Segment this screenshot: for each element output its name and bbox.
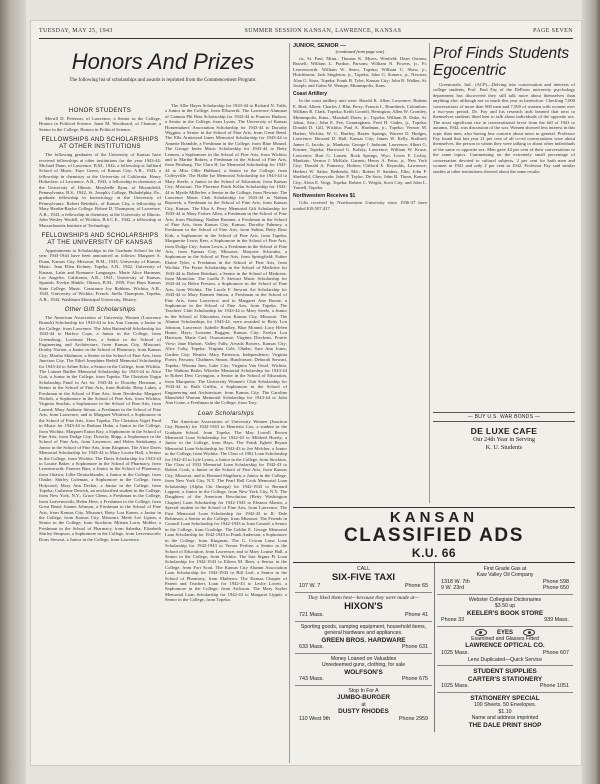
newspaper-page <box>30 20 582 766</box>
egocentric-headline: Prof Finds Students Egocentric <box>433 45 570 79</box>
ad-heading: THE DALE PRINT SHOP <box>468 721 542 729</box>
ad-line: Unredeemed guns, clothing, for sale <box>321 662 406 669</box>
ad-line: Examined and Glasses Fitted <box>471 636 539 642</box>
ad-heading: LAWRENCE OPTICAL CO. <box>465 642 545 650</box>
ad-line: Sporting goods, camping equipment, household items, general hardware and appliances. <box>300 624 427 637</box>
ad-address-row: 107 W. 7 Phone 65 <box>299 583 428 590</box>
ad-hixons <box>295 593 432 622</box>
column-divider <box>289 43 290 763</box>
ad-heading: GREEN BROS. HARDWARE <box>321 636 406 644</box>
war-bonds-banner: — BUY U.S. WAR BONDS — <box>433 412 575 422</box>
ad-line: $1.10 <box>498 708 512 715</box>
awards-text: The Allie Hayes Scholarship for 1943-44 to Richard N. Tubb, a Junior in the College, from Ellsworth. The Lawrence Alumnae of Gamma Phi Beta Scholarship for 1943-44 to Frances Hudson, a Senior in the College, from Lyons. The University of Kansas Homemakers' Association Scholarship for 1943-44 to Dorothy Wiggins, a Senior in the School of Fine Arts, from Great Bend. The Ella Armistead Jones Memorial Scholarship for 1943-44 to Annette Bramble, a Freshman in the College, from Blue Mound. The George Innes Music Scholarship for 1943-44 to Betty Lennen, a Sophomore in the School of Fine Arts, from Wichita; and to Marthe Rohrer, a Freshman in the School of Fine Arts, from Pittsburg. The Clara H. Ise Memorial Scholarship for 1943-44 to Miss Ollie Hubbard, a Senior in the College, from Coffeyville. The Hallie Ise Memorial Scholarship for 1943-44 to Mary Steele, a Junior in the School of Education, from Kansas City, Missouri. The Florence Finch Kellar Scholarship for 1943-44 to Myrtle Millerlee, a Senior in the College, from Newton. The Lawrence Music Club Scholarship for 1943-44 to Nathan Rayneck, a Freshman in the School of Fine Arts, from Kansas City, Kansas. The Elsa A. Perry Memorial Gift Scholarship for 1943-44 to Mary Forbes Allen, a Freshman in the School of Fine Arts, from Pittsburg; Nadine Brunner, a Freshman in the School of Fine Arts, from Kansas City, Kansas; Dorothy Fahnsey, a Freshman in the School of Fine Arts, from Salina; Betty Ross Kirk, a Sophomore in the School of Fine Arts, from Topeka; Marguerite Lewis Kerr, a Sophomore in the School of Fine Arts, from Dodge City; Joann Lewis, a Freshman in the School of Fine Arts, from Kansas City, Missouri; Marjorie Schwalm, a Sophomore in the School of Fine Arts, from Springfield; Esther Elaine Tyler, a Freshman in the School of Fine Arts, from Wichita. The Porter Scholarship in the School of Medicine for 1943-44 to Robert Reinhart, a Senior in the School of Medicine, from Montclair. The Luella F. Stewart Music Scholarship for 1943-44 to Helen Preston, a Sophomore in the School of Fine Arts, from Wichita. The Lucile F. Stewart Art Scholarship for 1943-44 to Mary Emmett Sinton, a Freshman in the School of Fine Arts, from Lawrence; and to Margaret Ann Boone, a Sophomore in the School of Fine Arts, from Topeka. The Teachers' Club Scholarship for 1943-44 to Mary Steele, a Junior in the School of Education, from Kansas City, Missouri. The Alumni Scholarships for 1943-44, were awarded to Betty Lou Johnson, Lawrence; Isabelle Bradley, Blue Mound; Lucy Helen Hurne, Hays; Lorraine Boggan, Kansas City; Evelyn Lou Harrison; Marie Carl, Osawatomie; Virginia Dieckens, Prairie View; Jane Ehrhart, Valley Falls; Arvada Bowers, Kansas City; Alice Coby, Topeka; Virginia Cole, Olathe; Sara Ann Jones, Garden City; Beatrix Mary Patterson, Independence; Virginia Porter, Parsons; Chalmers Simon, Hutchinson; Deborah Stewart, Topeka; Winona Ines, Lake City; Virginia Van Ossel, Wichita. The Watkins Bailes Wheeler Memorial Scholarship for 1943-44 to Robert Dew Covington, a Senior in the School of Education, from Marquette. The University Women's Club Scholarship for 1943-44 to Ruth Griffin, a Sophomore in the School of Engineering and Architecture, from Kansas City. The Caroline Mansfield Woman Memorial Scholarship for 1943-44 to Julia Ann Crane, a Freshman in the College, from Troy. <box>165 103 287 406</box>
ad-heading: SIX-FIVE TAXI <box>331 572 396 584</box>
ad-heading: WOLFSON'S <box>344 668 383 676</box>
ad-lawrence-optical <box>437 627 573 666</box>
ad-line: $3.50 up <box>494 603 516 610</box>
ad-line: Money Loaned on Valuables <box>330 656 397 662</box>
classified-grid <box>293 562 575 732</box>
header-date: TUESDAY, MAY 25, 1943 <box>39 28 113 34</box>
fellowships-ku-text: Appointments to Scholarships in the Graduate School for the year 1943-1944 have been announced as follows: Margaret A. Dunn, Kansas City, Missouri, B.M., 1943, University of Kansas, Music. Jean Ellen Eichner, Topeka, A.B., 1942, University of Kansas, Latin and Romance Languages. Marie Alice Hartman, Los Angeles, California, A.B., 1941, University of Kansas, Spanish. Evelyn Hinkle, Ottawa, B.M., 1939, Fort Hays Kansas State College, Music. Constance Joy Robbins, Wichita, A.B., 1943, University of Wichita, French. Stella Thompson, Topeka, A.B., 1943, Washburn Municipal University, History. <box>39 247 161 302</box>
honors-article <box>39 43 287 763</box>
ad-heading: STUDENT SUPPLIES <box>473 668 537 675</box>
classified-kansan: KANSAN <box>389 509 479 526</box>
ad-dale-print-shop <box>437 693 573 731</box>
fellowships-other-text: The following graduates of the University of Kansas have received fellowships at other institutions for the year 1943-44: Michael Dunn, of Lawrence, B.M., 1942, a fellowship at Juilliard School of Music. Faye Green, of Kansas City, A.B., 1943, a fellowship in chemistry at the University of California. Henry Holtzclaw, of Lawrence, A.B., 1943, a fellowship in chemistry at the University of Illinois. Marybelle Ryan, of Bloomfield, Pennsylvania, B.S., 1942, St. Joseph's College, Philadelphia, Pa., graduate fellowship in bacteriology at the University of Pennsylvania. Robert Reinholz, of Kansas City, a fellowship at Mary Hardin-Baylor College. Robert D. Thompson, of Lawrence, A.B., 1943, a fellowship in chemistry at the University of Illinois. John Wesley Wodell, of Wichita, B.S.C.E., 1942, a fellowship at Massachusetts Institute of Technology. <box>39 152 161 228</box>
ad-line: First Grade Gas at <box>483 566 527 572</box>
ad-line: at <box>361 702 366 708</box>
ad-address-row: 633 Mass. Phone 631 <box>299 644 428 651</box>
ad-address-row: 1025 Mass. Phone 1051 <box>441 683 569 690</box>
honors-right-column <box>165 103 287 763</box>
ad-address-row: 1318 W. 7th Phone 598 <box>441 578 569 585</box>
ad-address-row: 9 W. 23rd Phone 650 <box>441 585 569 592</box>
fellowships-other-heading: FELLOWSHIPS AND SCHOLARSHIPS AT OTHER INSTITUTIONS <box>41 136 159 151</box>
deluxe-cafe-line1: Our 24th Year in Serving <box>472 436 536 443</box>
continued-note: (continued from page one) <box>335 49 385 54</box>
ad-heading: STATIONERY SPECIAL <box>470 694 540 702</box>
classified-phone: K.U. 66 <box>411 546 457 560</box>
ad-heading: HIXON'S <box>344 601 383 613</box>
classified-right-column <box>434 563 575 732</box>
ad-line: Webster Collegiate Dictionaries <box>468 597 542 603</box>
header-paper: SUMMER SESSION KANSAN, LAWRENCE, KANSAS <box>244 28 402 34</box>
ad-kaw-valley-oil <box>437 564 573 595</box>
header-rule <box>39 38 573 39</box>
page-header <box>39 25 573 37</box>
header-page: PAGE SEVEN <box>533 28 573 34</box>
ad-heading: DUSTY RHODES <box>338 708 389 716</box>
ad-green-bros <box>295 622 432 654</box>
fellowships-ku-heading: FELLOWSHIPS AND SCHOLARSHIPS AT THE UNIVERSITY OF KANSAS <box>41 231 159 246</box>
ad-carters <box>437 666 573 693</box>
deluxe-cafe-name: DE LUXE CAFE <box>470 426 538 436</box>
loan-scholarships-text: The American Association of University Women (Junction City Branch) for 1942-1943 to Henrietta Cox, a student in the Graduate School, from Topeka. The May Lowell Brown Memorial Loan Scholarship for 1942-43 to Mildred Huerly, a Junior in the College, from Hays. The Frank Egbert Bryant Memorial Loan Scholarship for 1942-43 to Joe Melcher, a Junior in the College, from Wichita. The Class of 1902 Loan Scholarship for 1942-43 to Lyle Lyons, a Junior in the College, from Stockton. The Class of 1932 Memorial Loan Scholarship for 1942-43 to Robert Cook, a Junior in the School of Fine Arts, from Kansas City, Missouri, and to Bernard Slagthorn, a Junior in the College, from New York City, N.Y. The Pearl Bell Cook Memorial Loan Scholarship (Alpha Chi Omega) for 1942-1943 to Bernard Lappert, a Junior in the College, from New York City, N.Y. The Daughters of the American Revolution (Betty Washington Chapter) Loan Scholarship for 1942-1943 to Eleanor Martin, a Special student in the School of Fine Arts, from Lawrence. The First Memorial Loan Scholarship for 1942-43 to R. Dale Robinson, a Senior in the College, from Missouri. The Friends in Council Loan Scholarship for 1942-1943 to Joan Conard, a Senior in the College, from Coolidge. The Goblin E. George Memorial Loan Scholarship for 1942-1943 to Frank Anderson, a Sophomore in the College, from Kingman. The G. Cowan Luna Loan Scholarship for 1942-1943 to Vernor Ferline, a Senior in the School of Education, from Lawrence; and to Mary Louise Hall, a Senior in the College, from Wichita. The Iota Sigma Pi Loan Scholarship for 1942-1943 to Eileen M. Rees, a Senior in the College, from Fort Scott. The Kansas City Alumni Association Loan Scholarship for 1942-1943 to Bill Leal, a Senior in the School of Pharmacy, from Mathews. The Kansas Chapter of Parent and Teachers Loan for 1942-43 to Leslie Lovett, a Sophomore in the College, from Atchison. The Mary Sayles Memorial Loan Scholarship for 1942-43 to Margaret Lippitt, a Senior in the College, from Topeka. <box>165 418 287 603</box>
honor-students-text: Merrill D. Peterson, of Lawrence, a Senior in the College, Honors in Political Science. Janet M. Woodward, of Chanute, a Senior in the College, Honors in Political Science. <box>39 116 161 132</box>
classified-left-column <box>293 563 434 732</box>
column-divider <box>429 43 430 503</box>
classified-masthead <box>293 507 575 560</box>
ad-six-five-taxi <box>295 564 432 593</box>
classified-title: CLASSIFIED ADS <box>343 525 525 546</box>
ad-line: They liked them best—because they were made at— <box>307 595 420 601</box>
northwestern-text: Gifts received by Northwestern University since 1936-37 have totaled $18,507,437. <box>293 200 427 211</box>
junior-senior-text: ris, St. Paul, Minn.; Thomas K. Myers, Winfield; Dean Ostrum, Russell; William L. Purdue, Parsons; William N. Powers, jr., Ft. Leavenworth. William W. Sears, Topeka; William C. Shaw, jr., Hutchinson; Jack Singleton, jr., Topeka; John G. Somers, jr., Newton; Alan G. Stotz, Topeka; Frank B. Tyler, Kansas City; John R. Walker, St. Joseph; and Galen W. Wempe, Minneapolis, Kans. <box>293 56 427 89</box>
eye-icon <box>475 629 487 636</box>
eyes-row <box>437 629 573 636</box>
junior-senior-article <box>293 43 427 503</box>
egocentric-text: Greencastle, Ind., (ACP)—Delving into conversation and interests of college students, Prof. Paul Fay of the DePauw university psychology department has discovered they still talk more about themselves than anything else, although not so much this year as heretofore. Checking 7,000 conversations of more than 900 men and 7,500 of women with women over a two-year period, Dr. Fay and his research aids learned that next to themselves students liked best to talk about individuals of the opposite sex. The most significant rise in conversational favor from the fall of 1941 to autumn, 1942, was discussion of the war. Women showed less interest in this topic than men, also having less concern about news in general. Professor Fay found that last year 21 per cent of all co-ed conversations were about themselves, the person to whom they were talking or about other individuals of the same or opposite sex. Men gave 44 per cent of their conversations to the same topics. Commenting on the extremely small percentage of conversation devoted to cultural subjects, 2 per cent for both men and women in 1941 and only 2 per cent in 1942, Professor Fay said similar studies at other institutions showed about the same results. <box>433 82 575 174</box>
coast-artillery-text: In the coast artillery unit were: Harold K. Allen, Lawrence; Rubens E. Bird, Albert; Charles J. Blin, Perry; Francis L. Brumbeck, Colombus; William R. Clark, Topeka; Keith Cornell, Herington; Allen W. Cromley, Minneapolis, Kans.; Marshall Davis, jr., Topeka; William B. Duke, St. Johns, Ariz.; John E. Fee, Cunningham. Fred H. Gades, jr., Topeka; Donald D. Gill, Wichita; Paul A. Hardman, jr., Topeka; Vernon M. Harlan, Wichita; W. C. Hartley, Baxter Springs; Warren D. Hodges, Lawrence; Howard D. Hull, Kansas City; James W. Kelly, Stafford; James G. Jacobs, jr., Mankato; George J. Judsonn, Lawrence; Albert G. Kistner, Topeka; Harwood G. Kolsky, Lawrence; William W. Kruse, Lawrence; Burt G. Larsen, Rock Springs, Wyo. Lewis F. Lichty, Mankato; Vernon J. McKale, Garnett; Henry A. Petro, jr., New York City; Donald A. Pomeroy, Holton; Clifford E. Reynolds, Lawrence; Herbert W. Salter, Bethesda, Md.; Robert P. Sanders, Elks; John F. Sheffield, Cherryvale; John P. Taylor, De Soto; John B. Thom, Kansas City; Alvin E. Voigt, Topeka; Robert C. Wright, Scott City; and John L. Yarnell, Topeka. <box>293 98 427 190</box>
honors-headline: Honors And Prizes <box>71 49 255 74</box>
ad-line: Name and address imprinted <box>471 715 539 722</box>
other-gift-text: The American Association of University Women (Lawrence Branch) Scholarship for 1943-44 to Iris Ann Coman, a Junior in the College, from Lawrence. The John Battenfeld Scholarship for 1943-44 to Harlow Cope, a Junior in the College, from Greensburg; Lovemao Hess, a Senior in the School of Engineering and Architecture, from Kansas City, Missouri; Dorthy Norton, a Junior in the School of Pharmacy, from Kansas City; Martha Skidmore, a Senior in the School of Fine Arts, from Junction City. The Ethel Josephine Bedell Memorial Scholarship for 1943-44 to Arline Ecke, a Senior in the College, from Wichita. The Lattner Baillee Memorial Scholarship for 1943-44 to Alice Gott, a Junior in the College, from Topeka. The Christian Virgin Scholarship Fund in Art for 1943-44 to Dorothy Hersman, a Senior in the School of Fine Arts, from Buffalo; Betty Lakey, a Freshman in the School of Fine Arts, from Neodesha; Margaret Nichols, a Sophomore in the School of Fine Arts, from Wichita; Virginia Sinclair, a Sophomore in the School of Fine Arts, from Larned; Mary Anthony Simon, a Freshman in the School of Fine Arts, from Lawrence; and to Margaret Whitford, a Sophomore in the School of Fine Arts, from Topeka. The Christian Vogel Fund in Music for 1943-44 to Barbara Huhn, a Junior in the College, from Wichita; Margaret Eaton Kay, a Sophomore in the School of Fine Arts, from Dodge City; Dorothy Shipp, a Sophomore in the School of Fine Arts, from Lawrence; and Helen Steinkamp, a Junior in the School of Fine Arts, from Kingman. The Alice Davis Memorial Scholarship for 1943-44 to Mary Louise Hall, a Senior in the College, from Wichita. The Davis Scholarship for 1943-44 to Louise Baker, a Sophomore in the School of Pharmacy, from Leavenworth; Frances Burr, a Junior in the School of Pharmacy, from Ottawa; Lillie Deutschlander, a Junior in the College, from Olathe; Shirley Coleman, a Sophomore in the College, from Holyrood; Mary Ann Decker, a Junior in the College, from Topeka; Catherine Derrick, an unclassified student in the College, from New York, N.Y.; Grace Glenn, a Freshman in the College, from Leavenworth; Helen Hess, a Freshman in the College, from Great Bend; Joanne Johnson, a Freshman in the School of Fine Arts, from Kansas City, Missouri; Betty Lou Kanen, a Junior in the College, from Kansas City, Missouri; Merle Lee Lipton, a Senior in the College, from Stockton; Miriam Lorry Mohler, a Freshman in the School of Pharmacy, from Sabetha; Elizabeth Shirley Simpson, a Sophomore in the College, from Leavenworth; Doris Stewart, a Junior in the College, from Lawrence. <box>39 314 161 542</box>
ad-heading: CARTER'S STATIONERY <box>467 675 543 683</box>
ad-line: 100 Sheets. 50 Envelopes. <box>473 702 536 709</box>
ad-heading: JUMBO-BURGER <box>337 694 390 702</box>
ad-line: CALL <box>357 566 370 572</box>
eye-icon <box>523 629 535 636</box>
loan-scholarships-heading: Loan Scholarships <box>197 409 254 417</box>
ad-address-row: Phone 33 939 Mass. <box>441 617 569 624</box>
eyes-word: EYES <box>496 629 513 636</box>
ad-dusty-rhodes <box>295 686 432 725</box>
ad-address-row: 721 Mass. Phone 41 <box>299 612 428 619</box>
ad-line: Stop In For A <box>348 688 379 694</box>
other-gift-heading: Other Gift Scholarships <box>64 305 136 313</box>
ad-line: Lens Duplicated—Quick Service <box>467 656 543 663</box>
ad-heading: KEELER'S BOOK STORE <box>466 609 544 617</box>
coast-artillery-heading: Coast Artillery <box>293 91 327 98</box>
ad-address-row: 1025 Mass. Phone 607 <box>441 650 569 656</box>
honors-left-column <box>39 103 161 763</box>
ad-address-row: 743 Mass. Phone 675 <box>299 676 428 683</box>
classified-ads <box>293 507 575 763</box>
honors-intro: The following list of scholarships and awards is reprinted from the Commencement Program: <box>69 78 257 83</box>
ad-line: Kaw Valley Oil Company <box>476 572 534 579</box>
ad-wolfsons <box>295 654 432 686</box>
book-binding-left <box>0 0 26 784</box>
book-binding-right <box>582 0 600 784</box>
honor-students-heading: HONOR STUDENTS <box>68 107 132 114</box>
junior-senior-kicker: JUNIOR, SENIOR — <box>293 43 346 49</box>
northwestern-heading: Northwestern Receives $1 <box>293 193 356 200</box>
deluxe-cafe-ad <box>433 426 575 452</box>
egocentric-article <box>433 43 575 503</box>
ad-keelers <box>437 595 573 627</box>
ad-address-row: 110 West 9th Phone 2959 <box>299 716 428 722</box>
deluxe-cafe-line2: K. U. Students <box>485 444 523 451</box>
